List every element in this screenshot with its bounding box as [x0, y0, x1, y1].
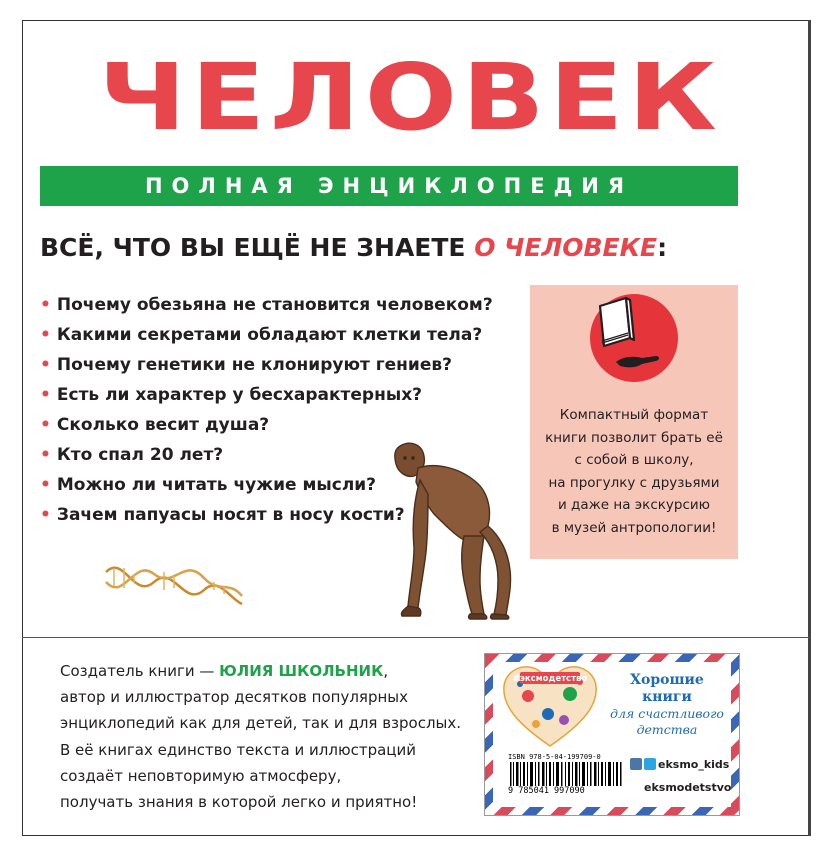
dna-illustration: [104, 560, 244, 610]
question-item: [40, 320, 493, 350]
barcode: [508, 762, 624, 786]
question-text: Какими секретами обладают клетки тела?: [56, 325, 483, 345]
slogan-line: книги: [642, 689, 692, 705]
question-text: Есть ли характер у бесхарактерных?: [56, 385, 423, 405]
author-suffix: ,: [383, 662, 389, 680]
question-text: Можно ли читать чужие мысли?: [56, 475, 377, 495]
author-name: ЮЛИЯ ШКОЛЬНИК: [219, 662, 384, 680]
bullet-icon: •: [40, 325, 51, 345]
author-line: получать знания в которой легко и приятно!: [60, 793, 418, 812]
author-line: В её книгах единство текста и иллюстраций: [60, 740, 416, 759]
bullet-icon: •: [40, 445, 51, 465]
author-line: автор и иллюстратор десятков популярных: [60, 688, 408, 707]
author-prefix: Создатель книги —: [60, 662, 220, 680]
question-text: Почему генетики не клонируют гениев?: [56, 355, 452, 375]
question-item: [40, 350, 493, 380]
author-line: [60, 658, 480, 684]
book-in-hand-icon: [590, 294, 678, 382]
bullet-icon: •: [40, 295, 51, 315]
question-item: [40, 380, 493, 410]
headline-accent: О ЧЕЛОВЕКЕ: [474, 233, 658, 262]
headline-prefix: ВСЁ, ЧТО ВЫ ЕЩЁ НЕ ЗНАЕТЕ: [40, 233, 475, 262]
publisher-slogan: [606, 672, 728, 738]
slogan-line: детства: [636, 722, 698, 737]
vk-icon: [630, 758, 642, 770]
heart-logo: [498, 662, 602, 748]
author-line: энциклопедий как для детей, так и для взрослых.: [60, 714, 462, 733]
book-in-hand-svg: [590, 294, 678, 382]
bullet-icon: •: [40, 505, 51, 525]
heart-tag: #эксмодетство: [512, 674, 588, 684]
info-text: [530, 404, 738, 539]
question-text: Зачем папуасы носят в носу кости?: [56, 505, 405, 525]
author-line: создаёт неповторимую атмосферу,: [60, 766, 342, 785]
isbn-label: ISBN 978-5-04-199709-0: [508, 753, 624, 762]
author-block: [60, 658, 480, 815]
question-text: Кто спал 20 лет?: [56, 445, 224, 465]
slogan-line: для счастливого: [610, 706, 724, 721]
info-line: Компактный формат: [559, 407, 709, 423]
question-text: Сколько весит душа?: [56, 415, 270, 435]
barcode-number: 9 785041 997090: [508, 786, 585, 796]
bullet-icon: •: [40, 385, 51, 405]
question-item: [40, 290, 493, 320]
info-line: в музей антропологии!: [551, 519, 717, 536]
bullet-icon: •: [40, 415, 51, 435]
social-text: eksmo_kids: [658, 758, 730, 771]
bullet-icon: •: [40, 355, 51, 375]
bullet-icon: •: [40, 475, 51, 495]
question-text: Почему обезьяна не становится человеком?: [56, 295, 493, 315]
slogan-line: Хорошие: [630, 672, 704, 688]
question-item: [40, 410, 493, 440]
telegram-icon: [644, 758, 656, 770]
site-name: eksmodetstvo: [644, 781, 732, 794]
book-title: ЧЕЛОВЕК: [98, 44, 722, 151]
info-line: и даже на экскурсию: [557, 497, 711, 513]
social-handle: [630, 758, 729, 771]
info-line: с собой в школу,: [574, 452, 694, 468]
headline: [40, 228, 760, 268]
info-line: книги позволит брать её: [545, 429, 723, 446]
subtitle-bar: ПОЛНАЯ ЭНЦИКЛОПЕДИЯ: [40, 166, 738, 206]
headline-suffix: :: [657, 233, 668, 262]
info-line: на прогулку с друзьями: [548, 474, 720, 491]
section-divider: [22, 637, 810, 638]
ape-illustration: [380, 440, 520, 620]
